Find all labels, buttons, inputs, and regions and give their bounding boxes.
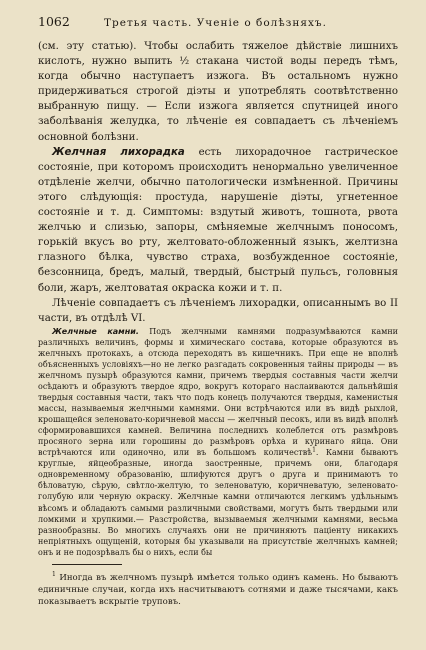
page-header — [38, 14, 398, 29]
footnote — [38, 573, 398, 608]
paragraph-heartburn-end: (см. эту статью). Чтобы ослабить тяжелое дѣйствіе лишнихъ кислотъ, нужно выпить ½ стакана чистой воды передъ тѣмъ, когда обычно наступаетъ изжога. Въ остальномъ нужно придерживаться строгой діэты и употреблять соотвѣтственно выбранную пищу. — Если изжога является спутницей иного заболѣванія желудка, то лѣченіе ея совпадаетъ съ лѣченіемъ основной болѣзни. — [38, 41, 398, 143]
footnote-reference[interactable]: 1 — [312, 446, 316, 454]
running-head: Третья часть. Ученіе о болѣзняхъ. — [104, 17, 327, 29]
page-number: 1062 — [38, 14, 70, 29]
heading-gallstones: Желчные камни. — [52, 326, 139, 336]
gallstones-text-b: . Камни бываютъ круглые, яйцеобразные, иногда заостренные, причемъ они, благодаря одновременному образованію, шлифуются другъ о друга и принимаютъ то бѣловатую, сѣрую, свѣтло-желтую, то зеленоватую, коричневатую, зеленовато-голубую или черную окраску. Желчные камни отличаются легкимъ удѣльнымъ вѣсомъ и обладаютъ самыми различными свойствами, могутъ быть твердыми или ломкими и хрупкими.— Разстройства, вызываемыя желчными камнями, весьма разнообразны. Во многихъ случаяхъ они не причиняютъ паціенту никакихъ непріятныхъ ощущеній, которыя бы указывали на присутствіе желчныхъ камней; онъ и не подозрѣвалъ бы о нихъ, если бы — [38, 448, 398, 557]
paragraph-bilious-fever — [38, 145, 398, 296]
paragraph-treatment: Лѣченіе совпадаетъ съ лѣченіемъ лихорадки, описаннымъ во II части, въ отдѣлѣ VI. — [38, 297, 398, 324]
footnote-mark: 1 — [52, 571, 56, 579]
paragraph-gallstones — [38, 326, 398, 558]
heading-bilious-fever: Желчная лихорадка — [52, 146, 185, 158]
footnote-divider — [52, 564, 122, 565]
footnote-text: Иногда въ желчномъ пузырѣ имѣется только одинъ камень. Но бываютъ единичные случаи, когда ихъ насчитываютъ сотнями и даже тысячами, какъ показываетъ вскрытіе труповъ. — [38, 573, 398, 607]
gallstones-text-a: Подъ желчными камнями подразумѣваются камни различныхъ величинъ, формы и химическаго состава, которые образуются въ желчныхъ протокахъ, а отсюда переходятъ въ кишечникъ. При еще не вполнѣ объясненныхъ условіяхъ—но не легко разгадать сокровенныя тайны природы — въ желчномъ пузырѣ образуются камни, причемъ твердыя составныя части желчи осѣдаютъ и образуютъ твердое ядро, вокругъ котораго наслаиваются дальнѣйшія твердыя составныя части, такъ что подъ конецъ получаются твердыя, каменистыя массы, называемыя желчными камнями. Они встрѣчаются или въ видѣ рыхлой, крошащейся зеленовато-коричневой массы — желчный песокъ, или въ видѣ вполнѣ сформировавшихся камней. Величина последнихъ колеблется отъ размѣровъ просяного зерна или горошины до размѣровъ орѣха и куринаго яйца. Они встрѣчаются или одиночно, или въ большомъ количествѣ — [38, 326, 398, 458]
bilious-fever-text: есть лихорадочное гастрическое состояніе, при которомъ происходитъ ненормально увеличенное отдѣленіе желчи, обычно патологически измѣненной. Причины этого слѣдующія: простуда, нарушеніе діэты, угнетенное состояніе и т. д. Симптомы: вздутый животъ, тошнота, рвота желчью и слизью, запоры, смѣняемые желчнымъ поносомъ, горькій вкусъ во рту, желтовато-обложенный языкъ, желтизна глазного бѣлка, чувство страха, возбужденное состояніе, безсонница, бредъ, малый, твердый, быстрый пульсъ, головныя боли, жаръ, желтоватая окраска кожи и т. п. — [38, 146, 398, 294]
